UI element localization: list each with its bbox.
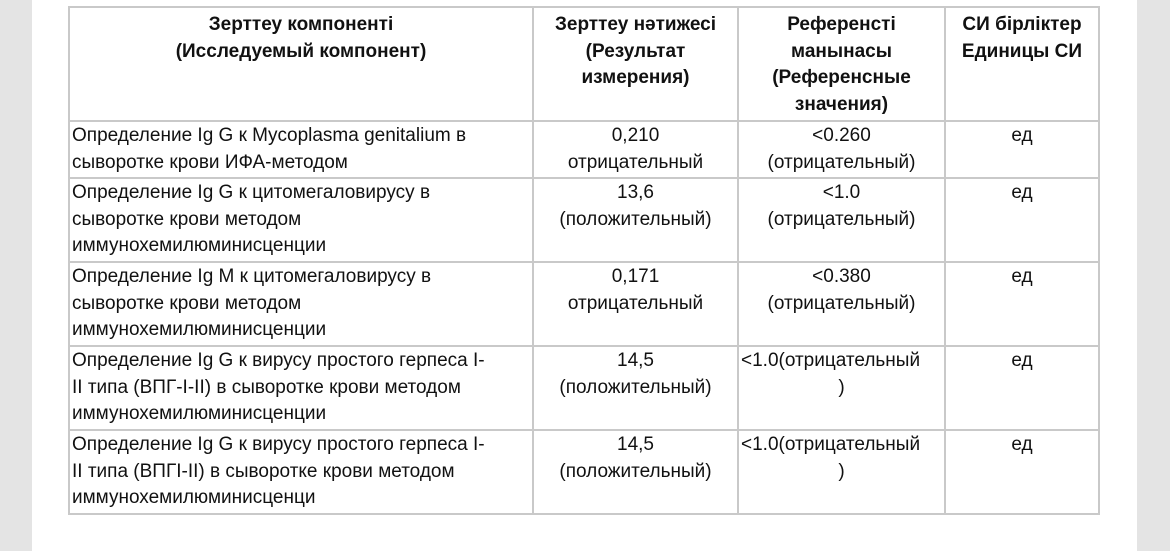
header-reference-line: Референсті: [787, 14, 896, 35]
header-reference: [738, 7, 945, 121]
result-line: 14,5: [617, 434, 654, 455]
reference-line: (отрицательный): [767, 208, 916, 230]
table-row: [69, 430, 1099, 514]
reference-line: <0.260: [812, 125, 871, 146]
component-line: иммунохемилюминисценции: [72, 235, 327, 256]
component-cell: [69, 178, 533, 262]
reference-line: (отрицательный): [767, 151, 916, 173]
lab-results-table: [68, 6, 1100, 515]
component-line: Определение Ig G к вирусу простого герпеса I-: [72, 350, 485, 371]
reference-line: ): [838, 460, 845, 482]
result-line: (положительный): [559, 460, 712, 482]
reference-line: <1.0: [822, 182, 861, 203]
table-row: [69, 346, 1099, 430]
reference-line: <1.0(отрицательный: [741, 350, 921, 371]
header-result-line: (Результат: [585, 40, 686, 62]
unit-cell: ед: [945, 346, 1099, 430]
component-line: Определение Ig G к вирусу простого герпеса I-: [72, 434, 485, 455]
header-component: [69, 7, 533, 121]
result-cell: [533, 262, 738, 346]
component-cell: [69, 346, 533, 430]
component-cell: [69, 121, 533, 178]
result-cell: [533, 430, 738, 514]
unit-cell: ед: [945, 262, 1099, 346]
reference-cell: [738, 262, 945, 346]
header-result: [533, 7, 738, 121]
reference-line: (отрицательный): [767, 292, 916, 314]
result-line: 0,171: [611, 266, 660, 287]
component-cell: [69, 430, 533, 514]
component-line: Определение Ig G к цитомегаловирусу в: [72, 182, 431, 203]
table-row: [69, 178, 1099, 262]
table-header-row: [69, 7, 1099, 121]
header-reference-line: манынасы: [791, 40, 892, 62]
result-line: 14,5: [617, 350, 654, 371]
component-line: Определение Ig G к Mycoplasma genitalium в: [72, 125, 467, 146]
unit-cell: ед: [945, 430, 1099, 514]
reference-cell: [738, 178, 945, 262]
reference-line: ): [838, 376, 845, 398]
component-cell: [69, 262, 533, 346]
header-result-line: Зерттеу нәтижесі: [554, 14, 716, 35]
header-unit-line: Единицы СИ: [961, 40, 1083, 62]
header-result-line: измерения): [581, 67, 690, 88]
component-line: II типа (ВПГI-II) в сыворотке крови методом: [72, 460, 455, 482]
result-cell: [533, 346, 738, 430]
result-line: отрицательный: [567, 151, 704, 173]
table-row: [69, 121, 1099, 178]
header-unit-line: СИ бірліктер: [962, 14, 1082, 35]
component-line: сыворотке крови ИФА-методом: [72, 151, 348, 173]
reference-line: <0.380: [812, 266, 871, 287]
result-line: (положительный): [559, 208, 712, 230]
header-component-line: Зерттеу компоненті: [208, 14, 394, 35]
table-row: [69, 262, 1099, 346]
result-line: 0,210: [611, 125, 660, 146]
component-line: сыворотке крови методом: [72, 292, 302, 314]
reference-line: <1.0(отрицательный: [741, 434, 921, 455]
component-line: иммунохемилюминисценции: [72, 403, 327, 424]
component-line: иммунохемилюминисценции: [72, 319, 327, 340]
reference-cell: [738, 430, 945, 514]
header-component-line: (Исследуемый компонент): [175, 40, 427, 62]
header-unit: [945, 7, 1099, 121]
result-line: (положительный): [559, 376, 712, 398]
reference-cell: [738, 121, 945, 178]
component-line: II типа (ВПГ-I-II) в сыворотке крови методом: [72, 376, 461, 398]
result-cell: [533, 121, 738, 178]
component-line: сыворотке крови методом: [72, 208, 302, 230]
document-page: [32, 0, 1137, 551]
reference-cell: [738, 346, 945, 430]
header-reference-line: значения): [794, 93, 889, 115]
component-line: Определение Ig M к цитомегаловирусу в: [72, 266, 432, 287]
result-line: 13,6: [617, 182, 654, 203]
component-line: иммунохемилюминисценци: [72, 487, 316, 508]
header-reference-line: (Референсные: [772, 67, 911, 88]
result-cell: [533, 178, 738, 262]
result-line: отрицательный: [567, 292, 704, 314]
unit-cell: ед: [945, 121, 1099, 178]
unit-cell: ед: [945, 178, 1099, 262]
